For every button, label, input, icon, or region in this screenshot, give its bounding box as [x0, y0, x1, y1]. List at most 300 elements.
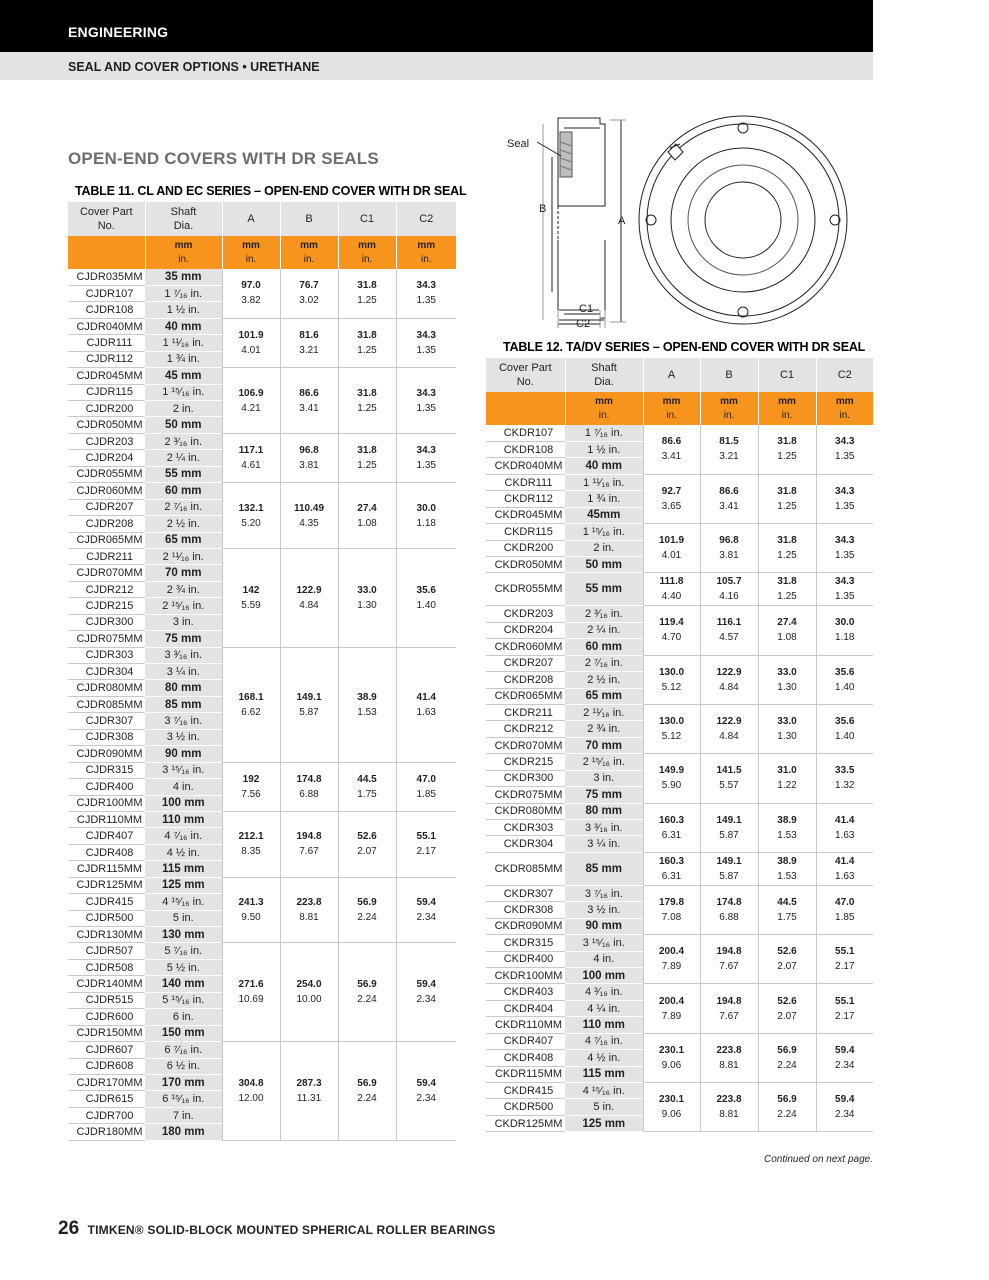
dimension-a: 142 5.59	[222, 548, 280, 647]
dimension-a: 92.7 3.65	[643, 474, 700, 523]
shaft-diameter: 2 ½ in.	[565, 672, 643, 688]
part-number: CJDR207	[68, 499, 145, 515]
part-number: CKDR075MM	[486, 787, 565, 803]
dimension-c1: 52.6 2.07	[338, 811, 396, 877]
shaft-diameter: 40 mm	[145, 318, 222, 334]
dimension-b: 194.8 7.67	[700, 935, 758, 984]
dimension-c2: 33.5 1.32	[816, 754, 873, 803]
subsection-bar	[0, 52, 873, 80]
table-row	[486, 474, 873, 490]
part-number: CKDR107	[486, 425, 565, 441]
dimension-b: 141.5 5.57	[700, 754, 758, 803]
part-number: CJDR110MM	[68, 811, 145, 827]
shaft-diameter: 3 ⁷⁄₁₆ in.	[145, 713, 222, 729]
table-row	[486, 984, 873, 1000]
shaft-diameter: 3 ½ in.	[145, 729, 222, 745]
dimension-a: 101.9 4.01	[222, 318, 280, 367]
table-row	[486, 1083, 873, 1099]
shaft-diameter: 115 mm	[145, 861, 222, 877]
part-number: CJDR607	[68, 1042, 145, 1058]
part-number: CJDR055MM	[68, 466, 145, 482]
dimension-b: 105.7 4.16	[700, 573, 758, 606]
shaft-diameter: 2 ⁷⁄₁₆ in.	[565, 655, 643, 671]
part-number: CKDR045MM	[486, 507, 565, 523]
shaft-diameter: 40 mm	[565, 458, 643, 474]
part-number: CJDR115	[68, 384, 145, 400]
dimension-b: 287.3 11.31	[280, 1042, 338, 1141]
col-header-part: Cover Part No.	[486, 358, 565, 392]
dimension-b: 96.8 3.81	[700, 524, 758, 573]
shaft-diameter: 6 ⁷⁄₁₆ in.	[145, 1042, 222, 1058]
shaft-diameter: 5 in.	[565, 1099, 643, 1115]
part-number: CJDR600	[68, 1009, 145, 1025]
part-number: CKDR200	[486, 540, 565, 556]
shaft-diameter: 3 ¼ in.	[565, 836, 643, 852]
shaft-diameter: 2 in.	[145, 401, 222, 417]
col-header-c1: C1	[758, 358, 816, 392]
dimension-c2: 47.0 1.85	[816, 885, 873, 934]
part-number: CKDR415	[486, 1083, 565, 1099]
shaft-diameter: 2 ¹¹⁄₁₆ in.	[565, 704, 643, 720]
dimension-b: 110.49 4.35	[280, 483, 338, 549]
dimension-a: 97.0 3.82	[222, 269, 280, 318]
dimension-c1: 38.9 1.53	[338, 647, 396, 762]
dimension-c1: 52.6 2.07	[758, 984, 816, 1033]
dimension-b: 122.9 4.84	[280, 548, 338, 647]
units-cell: mm in.	[145, 236, 222, 269]
part-number: CKDR407	[486, 1033, 565, 1049]
dimension-c2: 34.3 1.35	[816, 573, 873, 606]
units-cell: mm in.	[280, 236, 338, 269]
dimension-b: 149.1 5.87	[700, 852, 758, 885]
dimension-c1: 56.9 2.24	[338, 877, 396, 943]
part-number: CJDR615	[68, 1091, 145, 1107]
dimension-b: 86.6 3.41	[280, 368, 338, 434]
dimension-b: 76.7 3.02	[280, 269, 338, 318]
part-number: CJDR085MM	[68, 696, 145, 712]
shaft-diameter: 60 mm	[565, 639, 643, 655]
dimension-c1: 56.9 2.24	[338, 1042, 396, 1141]
part-number: CKDR300	[486, 770, 565, 786]
shaft-diameter: 4 in.	[565, 951, 643, 967]
shaft-diameter: 4 ½ in.	[145, 844, 222, 860]
part-number: CJDR315	[68, 762, 145, 778]
part-number: CKDR111	[486, 474, 565, 490]
dimension-c2: 34.3 1.35	[396, 433, 456, 482]
part-number: CJDR065MM	[68, 532, 145, 548]
dimension-a: 271.6 10.69	[222, 943, 280, 1042]
shaft-diameter: 140 mm	[145, 976, 222, 992]
part-number: CJDR100MM	[68, 795, 145, 811]
units-empty	[486, 392, 565, 425]
dimension-b: 149.1 5.87	[280, 647, 338, 762]
dimension-a: 212.1 8.35	[222, 811, 280, 877]
table-row	[68, 943, 456, 959]
shaft-diameter: 75 mm	[565, 787, 643, 803]
dimension-c2: 47.0 1.85	[396, 762, 456, 811]
shaft-diameter: 3 ¹⁵⁄₁₆ in.	[145, 762, 222, 778]
units-cell: mm in.	[643, 392, 700, 425]
shaft-diameter: 5 ½ in.	[145, 959, 222, 975]
dimension-b: 122.9 4.84	[700, 655, 758, 704]
col-header-c2: C2	[816, 358, 873, 392]
part-number: CJDR200	[68, 401, 145, 417]
shaft-diameter: 1 ¾ in.	[145, 351, 222, 367]
dimension-c2: 34.3 1.35	[396, 318, 456, 367]
table-row	[486, 803, 873, 819]
part-number: CKDR115	[486, 524, 565, 540]
shaft-diameter: 115 mm	[565, 1066, 643, 1082]
part-number: CJDR060MM	[68, 483, 145, 499]
dimension-c1: 31.8 1.25	[758, 524, 816, 573]
dimension-c2: 34.3 1.35	[816, 524, 873, 573]
part-number: CKDR040MM	[486, 458, 565, 474]
shaft-diameter: 35 mm	[145, 269, 222, 285]
part-number: CJDR215	[68, 598, 145, 614]
dimension-c1: 31.8 1.25	[338, 368, 396, 434]
dimension-b: 254.0 10.00	[280, 943, 338, 1042]
col-header-a: A	[643, 358, 700, 392]
diagram-c2-label: C2	[576, 318, 591, 330]
part-number: CKDR212	[486, 721, 565, 737]
part-number: CKDR308	[486, 902, 565, 918]
shaft-diameter: 180 mm	[145, 1124, 222, 1140]
dimension-c2: 41.4 1.63	[816, 852, 873, 885]
part-number: CJDR180MM	[68, 1124, 145, 1140]
dimension-c1: 31.8 1.25	[338, 318, 396, 367]
dimension-c1: 33.0 1.30	[758, 704, 816, 753]
dimension-b: 223.8 8.81	[700, 1083, 758, 1132]
part-number: CKDR500	[486, 1099, 565, 1115]
dimension-c2: 59.4 2.34	[396, 943, 456, 1042]
dimension-c1: 27.4 1.08	[338, 483, 396, 549]
table-row	[68, 548, 456, 564]
table-row	[486, 655, 873, 671]
part-number: CKDR100MM	[486, 967, 565, 983]
shaft-diameter: 3 ½ in.	[565, 902, 643, 918]
part-number: CJDR300	[68, 614, 145, 630]
shaft-diameter: 1 ½ in.	[565, 441, 643, 457]
part-number: CJDR045MM	[68, 368, 145, 384]
dimension-a: 200.4 7.89	[643, 984, 700, 1033]
dimension-c1: 56.9 2.24	[758, 1083, 816, 1132]
dimension-a: 86.6 3.41	[643, 425, 700, 474]
shaft-diameter: 5 ⁷⁄₁₆ in.	[145, 943, 222, 959]
page-number: 26	[58, 1218, 80, 1239]
shaft-diameter: 1 ¹¹⁄₁₆ in.	[565, 474, 643, 490]
part-number: CJDR407	[68, 828, 145, 844]
table-row	[486, 425, 873, 441]
part-number: CJDR508	[68, 959, 145, 975]
shaft-diameter: 4 ¹⁵⁄₁₆ in.	[145, 894, 222, 910]
col-header-b: B	[280, 202, 338, 236]
dimension-c2: 34.3 1.35	[396, 368, 456, 434]
dimension-c2: 34.3 1.35	[396, 269, 456, 318]
section-title: ENGINEERING	[68, 24, 169, 40]
units-cell: mm in.	[565, 392, 643, 425]
shaft-diameter: 5 in.	[145, 910, 222, 926]
units-row	[486, 392, 873, 425]
shaft-diameter: 90 mm	[565, 918, 643, 934]
dimension-a: 230.1 9.06	[643, 1033, 700, 1082]
dimension-c1: 31.8 1.25	[758, 425, 816, 474]
dimension-b: 174.8 6.88	[700, 885, 758, 934]
shaft-diameter: 50 mm	[565, 557, 643, 573]
shaft-diameter: 3 ¼ in.	[145, 664, 222, 680]
part-number: CJDR303	[68, 647, 145, 663]
shaft-diameter: 70 mm	[145, 565, 222, 581]
shaft-diameter: 2 ³⁄₁₆ in.	[565, 606, 643, 622]
dimension-a: 179.8 7.08	[643, 885, 700, 934]
shaft-diameter: 80 mm	[145, 680, 222, 696]
shaft-diameter: 65 mm	[565, 688, 643, 704]
shaft-diameter: 2 ¹⁵⁄₁₆ in.	[145, 598, 222, 614]
part-number: CKDR207	[486, 655, 565, 671]
dimension-a: 149.9 5.90	[643, 754, 700, 803]
part-number: CKDR404	[486, 1000, 565, 1016]
table-row	[486, 524, 873, 540]
shaft-diameter: 45 mm	[145, 368, 222, 384]
shaft-diameter: 125 mm	[145, 877, 222, 893]
units-row	[68, 236, 456, 269]
units-cell: mm in.	[816, 392, 873, 425]
col-header-shaft: Shaft Dia.	[565, 358, 643, 392]
part-number: CKDR303	[486, 820, 565, 836]
dimension-a: 117.1 4.61	[222, 433, 280, 482]
part-number: CKDR408	[486, 1050, 565, 1066]
part-number: CKDR115MM	[486, 1066, 565, 1082]
shaft-diameter: 50 mm	[145, 417, 222, 433]
dimension-b: 149.1 5.87	[700, 803, 758, 852]
part-number: CJDR304	[68, 664, 145, 680]
dimension-c1: 31.8 1.25	[338, 269, 396, 318]
dimension-a: 304.8 12.00	[222, 1042, 280, 1141]
dimension-b: 96.8 3.81	[280, 433, 338, 482]
shaft-diameter: 1 ¹⁵⁄₁₆ in.	[565, 524, 643, 540]
dimension-b: 223.8 8.81	[700, 1033, 758, 1082]
dimension-a: 111.8 4.40	[643, 573, 700, 606]
shaft-diameter: 4 ³⁄₁₆ in.	[565, 984, 643, 1000]
shaft-diameter: 2 ⁷⁄₁₆ in.	[145, 499, 222, 515]
part-number: CKDR055MM	[486, 573, 565, 606]
shaft-diameter: 75 mm	[145, 631, 222, 647]
dimension-c2: 59.4 2.34	[396, 877, 456, 943]
shaft-diameter: 80 mm	[565, 803, 643, 819]
cover-diagram	[500, 112, 873, 332]
dimension-a: 241.3 9.50	[222, 877, 280, 943]
table-row	[68, 318, 456, 334]
subsection-title: SEAL AND COVER OPTIONS • URETHANE	[68, 60, 320, 74]
part-number: CKDR203	[486, 606, 565, 622]
dimension-a: 119.4 4.70	[643, 606, 700, 655]
table-row	[68, 483, 456, 499]
shaft-diameter: 65 mm	[145, 532, 222, 548]
dimension-c2: 41.4 1.63	[816, 803, 873, 852]
part-number: CKDR080MM	[486, 803, 565, 819]
dimension-a: 192 7.56	[222, 762, 280, 811]
header-row	[68, 202, 456, 236]
dimension-b: 174.8 6.88	[280, 762, 338, 811]
dimension-c2: 30.0 1.18	[396, 483, 456, 549]
shaft-diameter: 55 mm	[565, 573, 643, 606]
shaft-diameter: 100 mm	[565, 967, 643, 983]
dimension-c1: 38.9 1.53	[758, 852, 816, 885]
col-header-a: A	[222, 202, 280, 236]
dimension-c2: 55.1 2.17	[816, 935, 873, 984]
part-number: CJDR212	[68, 581, 145, 597]
part-number: CJDR415	[68, 894, 145, 910]
shaft-diameter: 4 ½ in.	[565, 1050, 643, 1066]
shaft-diameter: 3 ³⁄₁₆ in.	[565, 820, 643, 836]
dimension-c2: 35.6 1.40	[396, 548, 456, 647]
shaft-diameter: 100 mm	[145, 795, 222, 811]
shaft-diameter: 110 mm	[145, 811, 222, 827]
shaft-diameter: 4 in.	[145, 779, 222, 795]
diagram-b-label: B	[539, 203, 547, 215]
dimension-a: 230.1 9.06	[643, 1083, 700, 1132]
part-number: CJDR075MM	[68, 631, 145, 647]
dimension-c2: 59.4 2.34	[816, 1033, 873, 1082]
part-number: CKDR211	[486, 704, 565, 720]
part-number: CJDR040MM	[68, 318, 145, 334]
part-number: CKDR108	[486, 441, 565, 457]
part-number: CJDR211	[68, 548, 145, 564]
dimension-b: 86.6 3.41	[700, 474, 758, 523]
shaft-diameter: 4 ⁷⁄₁₆ in.	[145, 828, 222, 844]
part-number: CKDR304	[486, 836, 565, 852]
table-row	[68, 433, 456, 449]
dimension-a: 160.3 6.31	[643, 803, 700, 852]
part-number: CJDR080MM	[68, 680, 145, 696]
shaft-diameter: 150 mm	[145, 1025, 222, 1041]
dimension-b: 194.8 7.67	[280, 811, 338, 877]
shaft-diameter: 2 in.	[565, 540, 643, 556]
shaft-diameter: 3 in.	[145, 614, 222, 630]
shaft-diameter: 3 ³⁄₁₆ in.	[145, 647, 222, 663]
shaft-diameter: 4 ¼ in.	[565, 1000, 643, 1016]
part-number: CJDR515	[68, 992, 145, 1008]
dimension-c2: 30.0 1.18	[816, 606, 873, 655]
dimension-b: 81.5 3.21	[700, 425, 758, 474]
part-number: CKDR403	[486, 984, 565, 1000]
part-number: CKDR125MM	[486, 1115, 565, 1131]
part-number: CKDR112	[486, 491, 565, 507]
part-number: CKDR090MM	[486, 918, 565, 934]
shaft-diameter: 3 in.	[565, 770, 643, 786]
diagram-a-label: A	[618, 215, 626, 227]
shaft-diameter: 6 in.	[145, 1009, 222, 1025]
table-row	[68, 368, 456, 384]
header-row	[486, 358, 873, 392]
dimension-c1: 56.9 2.24	[758, 1033, 816, 1082]
table-row	[486, 606, 873, 622]
col-header-b: B	[700, 358, 758, 392]
dimension-a: 130.0 5.12	[643, 655, 700, 704]
part-number: CJDR150MM	[68, 1025, 145, 1041]
page-footer	[58, 1218, 495, 1240]
dimension-c2: 35.6 1.40	[816, 704, 873, 753]
dimension-a: 101.9 4.01	[643, 524, 700, 573]
part-number: CKDR085MM	[486, 852, 565, 885]
part-number: CJDR140MM	[68, 976, 145, 992]
dimension-b: 116.1 4.57	[700, 606, 758, 655]
shaft-diameter: 1 ½ in.	[145, 302, 222, 318]
shaft-diameter: 5 ¹⁵⁄₁₆ in.	[145, 992, 222, 1008]
col-header-shaft: Shaft Dia.	[145, 202, 222, 236]
part-number: CKDR204	[486, 622, 565, 638]
shaft-diameter: 85 mm	[145, 696, 222, 712]
part-number: CJDR308	[68, 729, 145, 745]
part-number: CJDR608	[68, 1058, 145, 1074]
col-header-part: Cover Part No.	[68, 202, 145, 236]
dimension-c1: 44.5 1.75	[338, 762, 396, 811]
dimension-b: 194.8 7.67	[700, 984, 758, 1033]
dimension-c1: 31.8 1.25	[758, 474, 816, 523]
dimension-c1: 52.6 2.07	[758, 935, 816, 984]
dimension-c1: 38.9 1.53	[758, 803, 816, 852]
dimension-c1: 33.0 1.30	[338, 548, 396, 647]
shaft-diameter: 2 ¹⁵⁄₁₆ in.	[565, 754, 643, 770]
part-number: CJDR307	[68, 713, 145, 729]
dimension-b: 122.9 4.84	[700, 704, 758, 753]
part-number: CJDR111	[68, 335, 145, 351]
table-row	[486, 704, 873, 720]
units-empty	[68, 236, 145, 269]
shaft-diameter: 1 ¾ in.	[565, 491, 643, 507]
units-cell: mm in.	[338, 236, 396, 269]
part-number: CKDR215	[486, 754, 565, 770]
shaft-diameter: 90 mm	[145, 746, 222, 762]
shaft-diameter: 45mm	[565, 507, 643, 523]
shaft-diameter: 2 ¹¹⁄₁₆ in.	[145, 548, 222, 564]
part-number: CJDR070MM	[68, 565, 145, 581]
shaft-diameter: 60 mm	[145, 483, 222, 499]
part-number: CJDR500	[68, 910, 145, 926]
table11	[68, 202, 456, 1141]
dimension-c2: 41.4 1.63	[396, 647, 456, 762]
shaft-diameter: 1 ¹⁵⁄₁₆ in.	[145, 384, 222, 400]
shaft-diameter: 6 ½ in.	[145, 1058, 222, 1074]
table12-title: TABLE 12. TA/DV SERIES – OPEN-END COVER WITH DR SEAL	[503, 340, 866, 354]
shaft-diameter: 7 in.	[145, 1107, 222, 1123]
continued-note: Continued on next page.	[764, 1154, 873, 1165]
part-number: CKDR070MM	[486, 737, 565, 753]
shaft-diameter: 55 mm	[145, 466, 222, 482]
dimension-c2: 55.1 2.17	[396, 811, 456, 877]
table-row	[486, 1033, 873, 1049]
section-bar	[0, 0, 873, 52]
shaft-diameter: 125 mm	[565, 1115, 643, 1131]
part-number: CJDR035MM	[68, 269, 145, 285]
table-row	[486, 935, 873, 951]
dimension-c1: 31.8 1.25	[758, 573, 816, 606]
shaft-diameter: 2 ¾ in.	[145, 581, 222, 597]
part-number: CJDR700	[68, 1107, 145, 1123]
table11-title: TABLE 11. CL AND EC SERIES – OPEN-END COVER WITH DR SEAL	[75, 184, 467, 198]
part-number: CJDR108	[68, 302, 145, 318]
part-number: CJDR125MM	[68, 877, 145, 893]
part-number: CKDR208	[486, 672, 565, 688]
units-cell: mm in.	[222, 236, 280, 269]
shaft-diameter: 1 ⁷⁄₁₆ in.	[145, 285, 222, 301]
col-header-c2: C2	[396, 202, 456, 236]
part-number: CJDR408	[68, 844, 145, 860]
table12	[486, 358, 873, 1132]
shaft-diameter: 6 ¹⁵⁄₁₆ in.	[145, 1091, 222, 1107]
table-row	[68, 647, 456, 663]
dimension-c2: 59.4 2.34	[816, 1083, 873, 1132]
part-number: CJDR107	[68, 285, 145, 301]
